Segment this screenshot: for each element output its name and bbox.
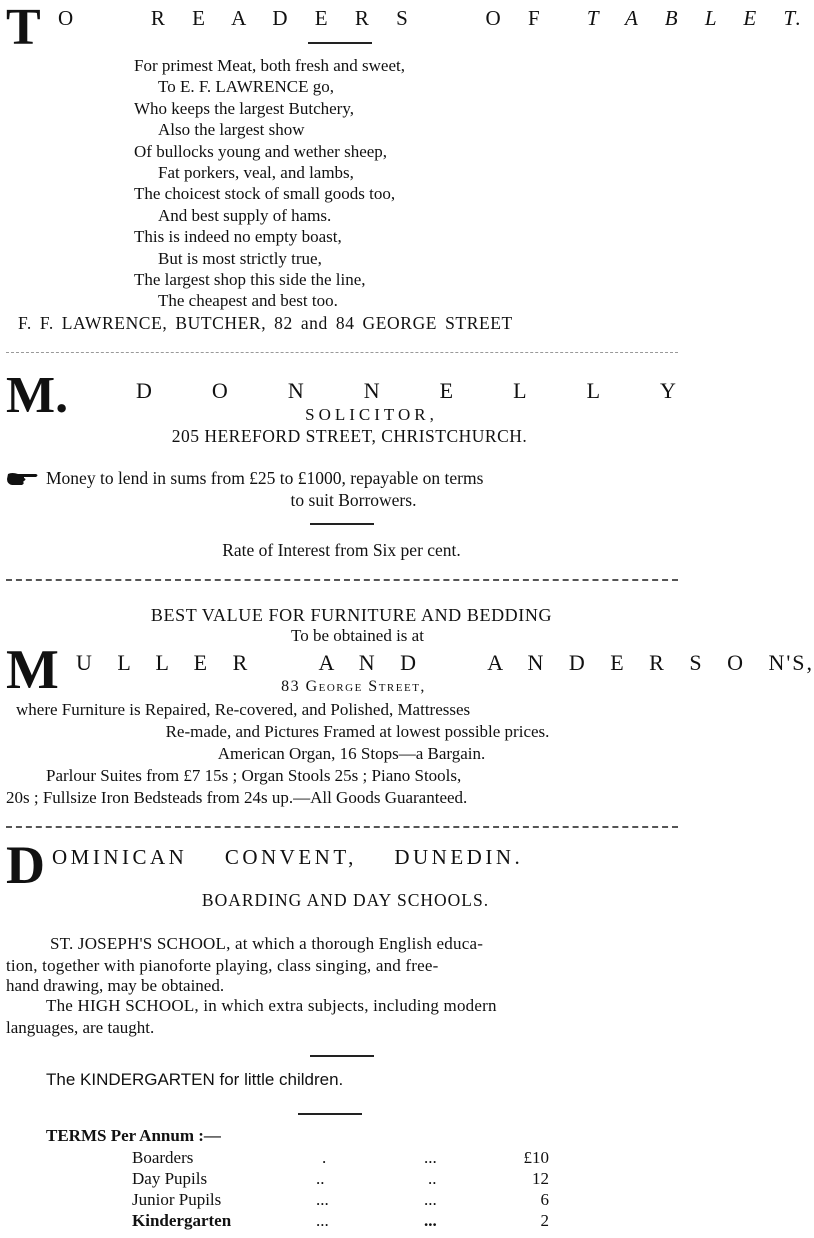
terms-dots: ... (424, 1211, 437, 1230)
furniture-body: Re-made, and Pictures Framed at lowest possible prices. (165, 722, 550, 741)
poem-line: The largest shop this side the line, (134, 270, 366, 290)
poem-line: Also the largest show (158, 120, 305, 140)
poem-line: Who keeps the largest Butchery, (134, 98, 354, 118)
drop-cap-d: D (6, 835, 45, 895)
convent-paragraph: The HIGH SCHOOL, in which extra subjects, including modern (46, 996, 497, 1015)
terms-rule (298, 1113, 362, 1115)
terms-label-cell: Day Pupils (132, 1169, 208, 1188)
lawrence-signature: F. F. LAWRENCE, BUTCHER, 82 and 84 GEORGE STREET (18, 313, 513, 333)
terms-label: TERMS Per Annum :— (46, 1126, 221, 1145)
terms-dots: .. (316, 1169, 325, 1188)
terms-dots: . (322, 1148, 327, 1167)
kindergarten-line: The KINDERGARTEN for little children. (46, 1070, 344, 1089)
name-letter: O (211, 378, 228, 403)
heading-text: O R E A D E R S O F (58, 6, 542, 30)
convent-paragraph: hand drawing, may be obtained. (6, 976, 225, 995)
muller-anderson-name: U L L E R A N D A N D E R S O N'S, (76, 650, 814, 675)
drop-cap-m: M. (6, 367, 69, 424)
terms-value: 2 (540, 1211, 549, 1230)
furniture-headline: BEST VALUE FOR FURNITURE AND BEDDING (150, 605, 553, 625)
name-letter: L (513, 378, 527, 403)
column-divider (6, 352, 678, 353)
poem-line: Of bullocks young and wether sheep, (134, 141, 388, 161)
convent-paragraph: languages, are taught. (6, 1018, 155, 1037)
terms-label-cell: Kindergarten (132, 1211, 232, 1230)
name-letter: D (136, 378, 152, 403)
poem-line: The choicest stock of small goods too, (134, 184, 396, 204)
column-divider (6, 826, 678, 828)
poem-line: To E. F. LAWRENCE go, (158, 77, 334, 97)
convent-rule (310, 1055, 374, 1057)
terms-dots: ... (316, 1190, 329, 1209)
terms-value: £10 (523, 1148, 549, 1167)
name-letter: Y (660, 378, 676, 403)
furniture-body: 20s ; Fullsize Iron Bedsteads from 24s up.—All Goods Guaranteed. (6, 788, 468, 807)
poem-line: The cheapest and best too. (158, 291, 338, 311)
muller-address: 83 George Street, (281, 678, 426, 695)
convent-heading: OMINICAN CONVENT, DUNEDIN. (52, 845, 524, 869)
money-line-1: Money to lend in sums from £25 to £1000, repayable on terms (46, 468, 484, 488)
lawrence-poem (134, 55, 405, 312)
donnelly-title: SOLICITOR, (305, 405, 438, 424)
terms-label-cell: Junior Pupils (132, 1190, 222, 1209)
terms-value: 12 (532, 1169, 549, 1188)
terms-dots: ... (424, 1190, 437, 1209)
name-letter: E (439, 378, 454, 403)
poem-line: And best supply of hams. (158, 205, 332, 225)
name-letter: N (363, 378, 380, 403)
name-letter: L (586, 378, 601, 403)
drop-cap-m: M (6, 639, 59, 701)
heading-tablet: T A B L E T. (586, 6, 803, 30)
money-line-2: to suit Borrowers. (290, 490, 417, 510)
furniture-body: American Organ, 16 Stops—a Bargain. (217, 744, 486, 763)
poem-line: This is indeed no empty boast, (134, 227, 342, 247)
rate-of-interest: Rate of Interest from Six per cent. (222, 540, 461, 560)
convent-paragraph: tion, together with pianoforte playing, class singing, and free- (6, 956, 439, 975)
terms-value: 6 (540, 1190, 549, 1209)
furniture-body: Parlour Suites from £7 15s ; Organ Stools 25s ; Piano Stools, (46, 766, 462, 785)
poem-line: But is most strictly true, (158, 248, 322, 268)
column-divider (6, 579, 678, 581)
pointing-hand-icon (6, 470, 40, 486)
poem-line: Fat porkers, veal, and lambs, (158, 163, 354, 183)
terms-dots: .. (428, 1169, 437, 1188)
donnelly-address: 205 HEREFORD STREET, CHRISTCHURCH. (171, 426, 528, 446)
donnelly-rule (310, 523, 374, 525)
name-letter: N (287, 378, 304, 403)
terms-dots: ... (316, 1211, 329, 1230)
obtained-subhead: To be obtained is at (291, 626, 424, 645)
terms-label-cell: Boarders (132, 1148, 194, 1167)
poem-line: For primest Meat, both fresh and sweet, (134, 56, 405, 75)
donnelly-name (136, 378, 676, 404)
heading-underline (308, 42, 372, 44)
terms-dots: ... (424, 1148, 437, 1167)
drop-cap-t: T (6, 0, 41, 56)
convent-paragraph: ST. JOSEPH'S SCHOOL, at which a thorough English educa- (50, 934, 484, 953)
furniture-body: where Furniture is Repaired, Re-covered, and Polished, Mattresses (16, 700, 471, 719)
convent-subhead: BOARDING AND DAY SCHOOLS. (201, 890, 490, 910)
lawrence-heading (58, 6, 803, 31)
